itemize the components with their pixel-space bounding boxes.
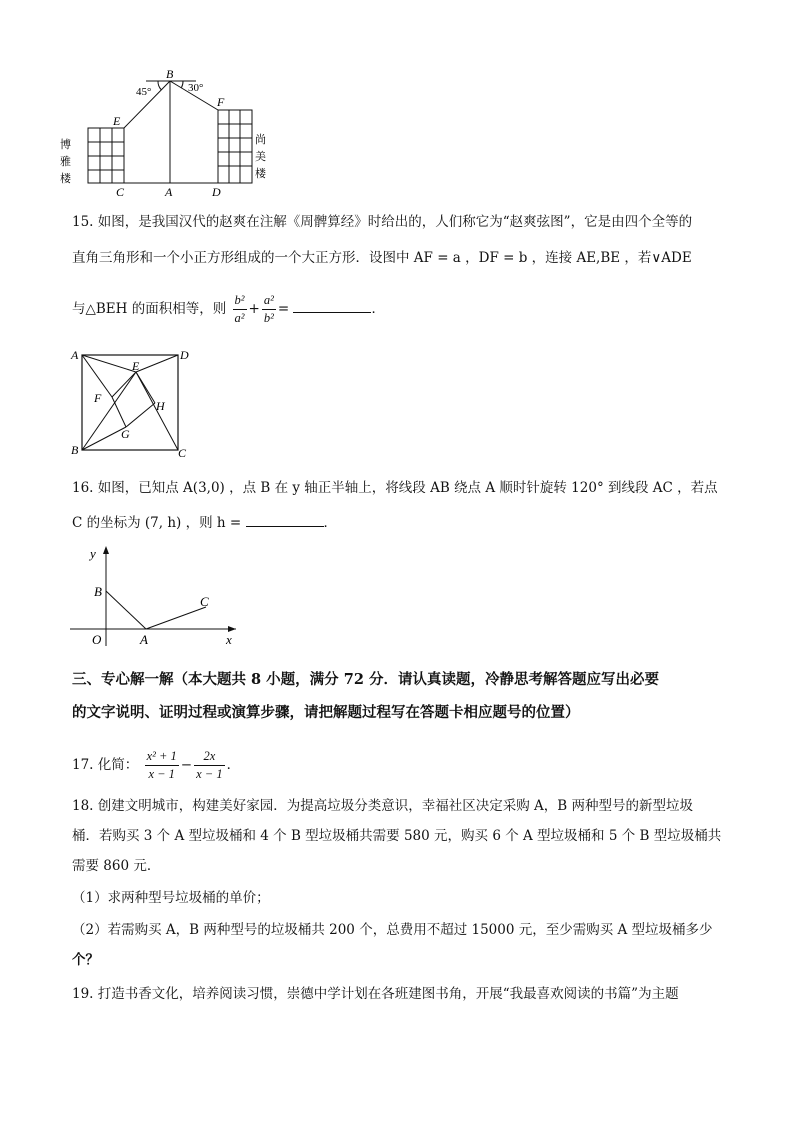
angle-45-label: 45° [136,86,152,98]
q15-fraction-1: $\frac{\text{b²}}{\text{a²}}$ [234,293,245,325]
label-h: H [156,399,165,413]
q16-end: ． [323,515,337,531]
point-a-label: A [140,632,148,647]
q18-part-2-line-1: （2）若需购买 A，B 两种型号的垃圾桶共 200 个，总费用不超过 15000 元，至少需购买 A 型垃圾桶多少 [72,922,713,938]
point-b-label: B [166,67,174,81]
q15-line-3 [72,292,385,327]
q15-line-1: 15. 如图，是我国汉代的赵爽在注解《周髀算经》时给出的，人们称它为“赵爽弦图”，它是由四个全等的 [72,214,693,230]
point-f-label: F [217,95,225,109]
label-c: C [178,446,187,460]
axis-x-label: x [226,632,232,647]
left-building-char-1: 博 [60,138,71,151]
point-a-label: A [165,185,173,198]
label-g: G [121,427,130,441]
point-c-label: C [116,185,125,198]
left-building-char-3: 楼 [60,172,71,185]
section-3-heading-line-2: 的文字说明、证明过程或演算步骤，请把解题过程写在答题卡相应题号的位置） [72,704,580,721]
coordinate-figure [68,542,248,650]
q17-fraction-1: $\frac{\text{x² + 1}}{x - 1}$ [146,749,177,781]
right-building [218,110,252,183]
q17-end: ． [226,757,241,773]
label-f: F [94,391,102,405]
q17-minus: − [180,757,193,773]
q16-line-2-text: C 的坐标为 (7, h) ，则 h = [72,515,242,531]
right-building-char-1: 尚 [255,133,266,146]
q19-line-1: 19. 打造书香文化，培养阅读习惯，崇德中学计划在各班建图书角，开展“我最喜欢阅读的书篇”为主题 [72,986,679,1002]
right-building-char-2: 美 [255,150,266,163]
label-a: A [71,348,79,362]
point-b-label: B [94,584,102,599]
axis-y-label: y [90,546,96,561]
q16-line-1: 16. 如图，已知点 A(3,0) ，点 B 在 y 轴正半轴上，将线段 AB 绕点 A 顺时针旋转 120° 到线段 AC ，若点 [72,480,718,496]
q18-part-2-line-2: 个？ [72,952,99,968]
q15-plus: + [248,301,260,317]
q18-line-2: 桶．若购买 3 个 A 型垃圾桶和 4 个 B 型垃圾桶共需要 580 元，购买 6 个 A 型垃圾桶和 5 个 B 型垃圾桶共 [72,828,722,844]
label-b: B [71,443,79,457]
label-d: D [180,348,189,362]
q18-line-1: 18. 创建文明城市，构建美好家园．为提高垃圾分类意识，幸福社区决定采购 A，B 两种型号的新型垃圾 [72,798,694,814]
point-d-label: D [212,185,221,198]
q17 [72,748,240,783]
q15-fraction-2: $\frac{\text{a²}}{\text{b²}}$ [263,293,274,325]
q15-line-3-text: 与△BEH 的面积相等，则 [72,301,227,317]
zhao-shuang-figure [70,346,200,462]
building-figure [60,66,280,198]
q17-label: 17. 化简： [72,757,139,773]
q15-answer-blank[interactable] [293,298,371,313]
q18-part-1: （1）求两种型号垃圾桶的单价； [72,890,270,906]
left-building [88,128,124,183]
right-building-char-3: 楼 [255,167,266,180]
q15-end: ． [371,301,385,317]
angle-30-label: 30° [188,82,204,94]
point-e-label: E [113,114,121,128]
q16-line-2 [72,512,337,533]
q15-equals: = [277,301,290,317]
left-building-char-2: 雅 [60,155,71,168]
section-3-heading-line-1: 三、专心解一解（本大题共 8 小题，满分 72 分．请认真读题，冷静思考解答题应写出必要 [72,671,659,688]
label-e: E [132,359,140,373]
q18-line-3: 需要 860 元． [72,858,161,874]
point-c-label: C [200,594,209,609]
origin-label: O [92,632,102,647]
q15-line-2: 直角三角形和一个小正方形组成的一个大正方形．设图中 AF = a ，DF = b ，连接 AE,BE ，若∨ADE [72,250,692,266]
q16-answer-blank[interactable] [246,512,324,527]
q17-fraction-2: $\frac{2x}{x - 1}$ [196,749,223,781]
